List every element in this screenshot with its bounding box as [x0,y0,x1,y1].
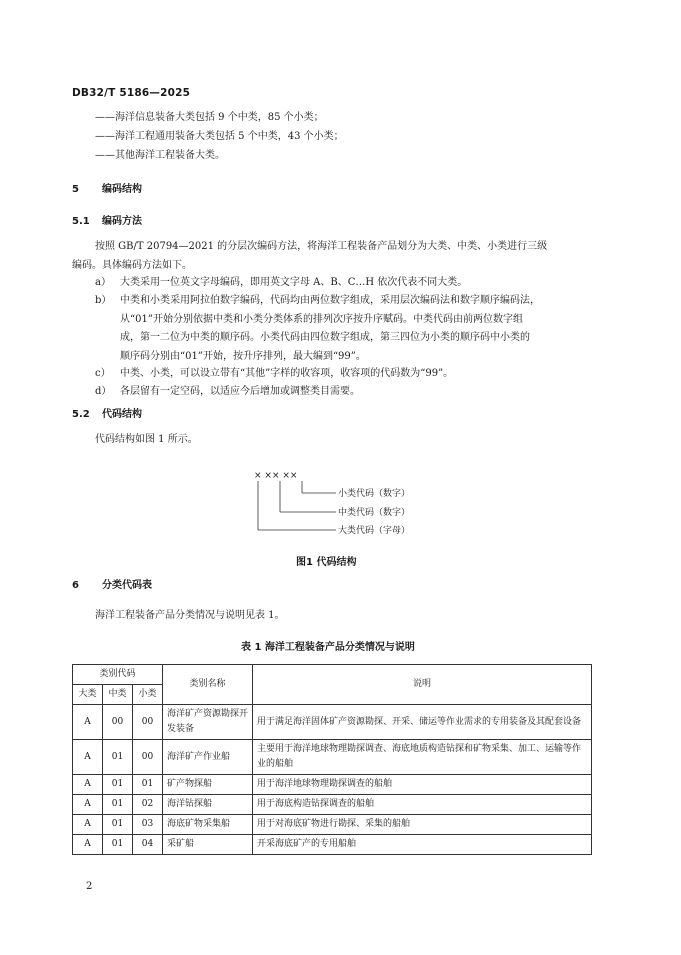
cell-name: 海洋钻探船 [163,795,253,815]
section-number: 5.2 [72,409,90,420]
list-text: 顺序码分别由“01”开始，按升序排列，最大编到“99”。 [120,350,366,362]
code-pattern: × ×× ×× [254,471,298,481]
cell-minor: 04 [133,835,163,855]
cell-name: 海洋矿产资源勘探开发装备 [163,705,253,740]
paragraph-line: 海洋工程装备产品分类情况与说明见表 1。 [95,610,285,621]
cell-description: 用于对海底矿物进行勘探、采集的船舶 [253,815,592,835]
cell-minor: 01 [133,775,163,795]
table-row [73,705,592,740]
list-text: 中类和小类采用阿拉伯数字编码，代码均由两位数字组成，采用层次编码法和数字顺序编码法， [120,295,540,306]
cell-name: 矿产物探船 [163,775,253,795]
label-minor-code: 小类代码（数字） [338,489,411,499]
list-item-a [95,274,595,293]
list-text: 中类、小类，可以设立带有“其他”字样的收容项，收容项的代码数为“99”。 [120,368,454,379]
cell-minor: 00 [133,740,163,775]
header-description: 说明 [253,665,592,705]
cell-mid: 01 [103,795,133,815]
cell-mid: 00 [103,705,133,740]
cell-mid: 01 [103,740,133,775]
header-major: 大类 [73,685,103,705]
section-title: 分类代码表 [102,580,152,591]
section-heading-6 [72,579,152,593]
document-header-id: DB32/T 5186—2025 [72,87,191,99]
cell-description: 用于海底构造钻探调查的船舶 [253,795,592,815]
cell-major: A [73,795,103,815]
section-number: 5.1 [72,216,90,227]
list-marker: b） [95,295,112,306]
cell-mid: 01 [103,815,133,835]
table-row [73,795,592,815]
code-structure-diagram [250,470,430,545]
list-text: 成，第一二位为中类的顺序码。小类代码由四位数字组成，第三四位为小类的顺序码中小类的 [120,332,530,343]
list-text: 大类采用一位英文字母编码，即用英文字母 A、B、C…H 依次代表不同大类。 [120,277,468,288]
list-marker: d） [95,386,112,397]
cell-major: A [73,815,103,835]
cell-minor: 00 [133,705,163,740]
page-number: 2 [86,881,93,892]
header-category-code: 类别代码 [73,665,163,685]
table-row [73,775,592,795]
section-heading-5-2 [72,408,142,422]
cell-major: A [73,705,103,740]
cell-minor: 03 [133,815,163,835]
header-minor: 小类 [133,685,163,705]
cell-mid: 01 [103,835,133,855]
dash-item: ——其他海洋工程装备大类。 [95,150,225,161]
header-mid: 中类 [103,685,133,705]
list-marker: a） [95,277,111,288]
cell-mid: 01 [103,775,133,795]
cell-name: 海底矿物采集船 [163,815,253,835]
cell-description: 主要用于海洋地球物理勘探调查、海底地质构造钻探和矿物采集、加工、运输等作业的船舶 [253,740,592,775]
cell-minor: 02 [133,795,163,815]
section-title: 代码结构 [102,409,142,420]
list-item-d [95,383,595,402]
section-title: 编码结构 [102,184,142,195]
list-item-c [95,365,595,384]
section-title: 编码方法 [102,216,142,227]
paragraph-line: 编码。具体编码方法如下。 [72,260,192,271]
dash-item: ——海洋信息装备大类包括 9 个中类，85 个小类； [95,112,324,123]
list-item-b [95,292,595,366]
list-text: 从“01”开始分别依据中类和小类分类体系的排列次序按升序赋码。中类代码由前两位数字组 [120,313,523,325]
dash-item: ——海洋工程通用装备大类包括 5 个中类，43 个小类； [95,131,344,142]
cell-major: A [73,835,103,855]
table-row [73,740,592,775]
label-mid-code: 中类代码（数字） [338,508,411,518]
header-category-name: 类别名称 [163,665,253,705]
section-heading-5 [72,183,142,197]
paragraph-line: 代码结构如图 1 所示。 [95,434,198,445]
table-row [73,815,592,835]
classification-table [72,664,592,855]
section-number: 5 [72,184,79,195]
cell-major: A [73,740,103,775]
list-marker: c） [95,368,111,379]
list-text: 各层留有一定空码，以适应今后增加或调整类目需要。 [120,386,360,397]
section-heading-5-1 [72,215,142,229]
table-row [73,835,592,855]
figure-caption: 图1 代码结构 [296,557,357,568]
cell-description: 用于海洋地球物理勘探调查的船舶 [253,775,592,795]
cell-description: 开采海底矿产的专用船舶 [253,835,592,855]
cell-major: A [73,775,103,795]
paragraph-line: 按照 GB/T 20794—2021 的分层次编码方法，将海洋工程装备产品划分为大类、中类、小类进行三级 [95,241,548,252]
cell-name: 采矿船 [163,835,253,855]
section-number: 6 [72,580,79,591]
table-header-row [73,665,592,685]
cell-description: 用于满足海洋固体矿产资源勘探、开采、储运等作业需求的专用装备及其配套设备 [253,705,592,740]
label-major-code: 大类代码（字母） [338,526,411,536]
table-caption: 表 1 海洋工程装备产品分类情况与说明 [241,642,415,653]
cell-name: 海洋矿产作业船 [163,740,253,775]
